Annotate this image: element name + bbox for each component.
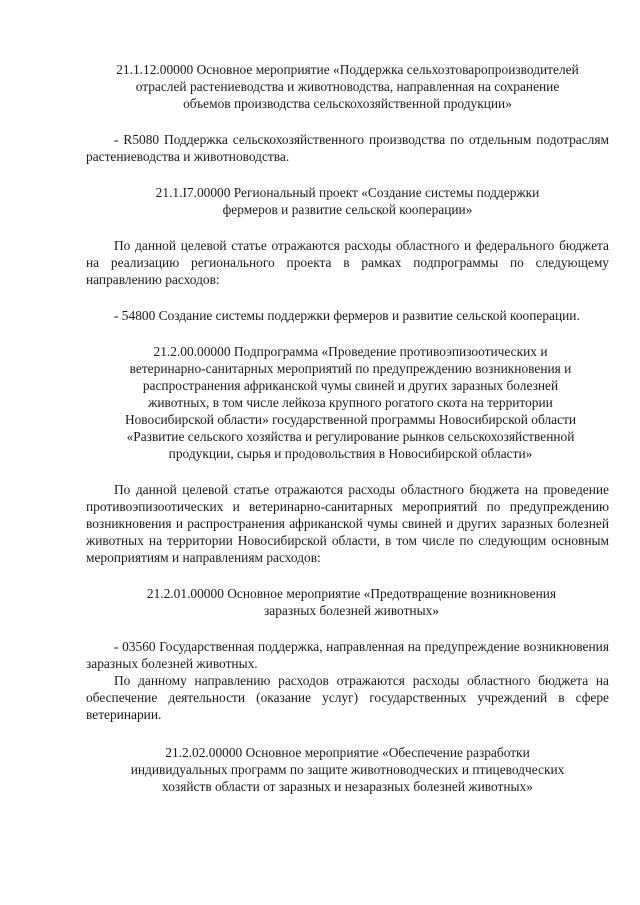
section-heading-21-2-00 [86, 343, 609, 462]
paragraph-03560-expenses: По данному направлению расходов отражаются расходы областного бюджета на обеспечение деятельности (оказание услуг) государственных учреждений в сфере ветеринарии. [86, 673, 609, 722]
heading-line: отраслей растениеводства и животноводства, направленная на сохранение [135, 79, 560, 94]
heading-line: заразных болезней животных» [264, 603, 439, 618]
heading-line: хозяйств области от заразных и незаразных болезней животных» [162, 779, 533, 794]
paragraph-03560: - 03560 Государственная поддержка, направленная на предупреждение возникновения заразных болезней животных. [86, 639, 609, 671]
heading-line: 21.2.01.00000 Основное мероприятие «Предотвращение возникновения [146, 586, 557, 601]
section-heading-21-1-12 [86, 61, 609, 112]
section-heading-21-2-02 [86, 744, 609, 795]
paragraph-r5080: - R5080 Поддержка сельскохозяйственного производства по отдельным подотраслям растениеводства и животноводства. [86, 132, 609, 164]
heading-line: индивидуальных программ по защите животноводческих и птицеводческих [130, 762, 565, 777]
heading-line: распространения африканской чумы свиней и других заразных болезней [142, 378, 559, 393]
heading-line: фермеров и развитие сельской кооперации» [222, 202, 473, 217]
heading-line: объемов производства сельскохозяйственной продукции» [183, 96, 512, 111]
paragraph-regional-project-expenses: По данной целевой статье отражаются расходы областного и федерального бюджета на реализацию регионального проекта в рамках подпрограммы по следующему направлению расходов: [86, 238, 609, 287]
heading-line: животных, в том числе лейкоза крупного рогатого скота на территории [148, 395, 553, 410]
heading-line: «Развитие сельского хозяйства и регулирование рынков сельскохозяйственной [126, 429, 575, 444]
heading-line: 21.2.02.00000 Основное мероприятие «Обеспечение разработки [165, 745, 530, 760]
heading-line: Новосибирской области» государственной программы Новосибирской области [124, 412, 577, 427]
heading-line: продукции, сырья и продовольствия в Новосибирской области» [168, 446, 533, 461]
paragraph-54800: - 54800 Создание системы поддержки фермеров и развитие сельской кооперации. [114, 308, 580, 323]
heading-line: ветеринарно-санитарных мероприятий по предупреждению возникновения и [129, 361, 572, 376]
heading-line: 21.1.I7.00000 Региональный проект «Создание системы поддержки [155, 185, 540, 200]
paragraph-subprogram-expenses: По данной целевой статье отражаются расходы областного бюджета на проведение противоэпизоотических и ветеринарно-санитарных мероприятий по предупреждению возникновения и распространения африканской чумы свиней и других заразных болезней животных на территории Новосибирской области, в том числе по следующим основным мероприятиям и направлениям расходов: [86, 482, 609, 565]
heading-line: 21.2.00.00000 Подпрограмма «Проведение противоэпизоотических и [153, 344, 548, 359]
heading-line: 21.1.12.00000 Основное мероприятие «Поддержка сельхозтоваропроизводителей [116, 62, 579, 77]
section-heading-21-2-01 [86, 585, 609, 619]
section-heading-21-1-i7 [86, 184, 609, 218]
